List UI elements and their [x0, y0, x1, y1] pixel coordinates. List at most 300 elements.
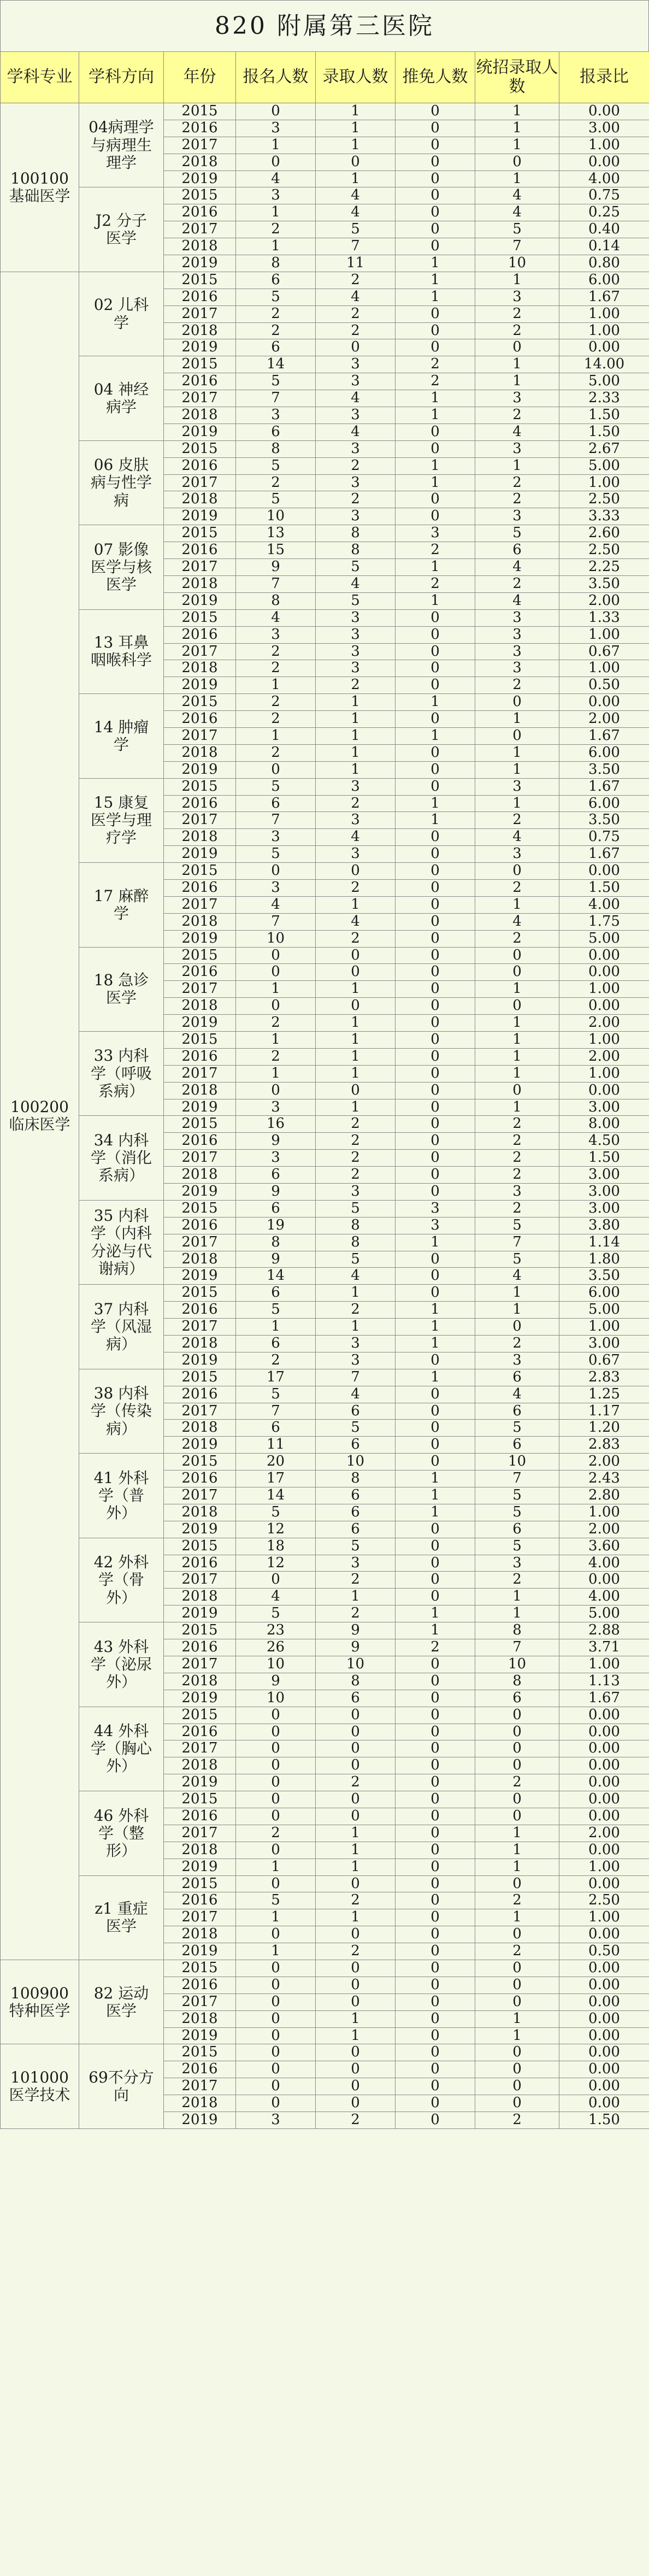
cell-applicants: 2 [236, 643, 316, 660]
cell-exempt: 0 [396, 1842, 475, 1859]
cell-exempt: 3 [396, 525, 475, 542]
cell-general-admitted: 2 [475, 930, 559, 947]
cell-applicants: 1 [236, 1065, 316, 1082]
cell-year: 2016 [164, 289, 236, 305]
cell-general-admitted: 3 [475, 440, 559, 457]
cell-exempt: 1 [396, 255, 475, 272]
cell-year: 2017 [164, 643, 236, 660]
cell-applicants: 2 [236, 305, 316, 322]
cell-year: 2019 [164, 761, 236, 778]
cell-applicants: 0 [236, 2010, 316, 2027]
cell-ratio: 1.50 [559, 1150, 649, 1167]
direction-cell: 38 内科 学（传染 病） [79, 1369, 164, 1453]
cell-applicants: 12 [236, 1555, 316, 1572]
cell-year: 2018 [164, 1167, 236, 1184]
cell-year: 2015 [164, 356, 236, 373]
cell-admitted: 2 [316, 1892, 396, 1909]
cell-exempt: 0 [396, 1572, 475, 1589]
cell-applicants: 2 [236, 711, 316, 728]
cell-ratio: 0.00 [559, 694, 649, 711]
cell-exempt: 0 [396, 879, 475, 896]
cell-year: 2015 [164, 609, 236, 626]
cell-admitted: 4 [316, 390, 396, 407]
cell-year: 2016 [164, 1724, 236, 1740]
cell-ratio: 0.50 [559, 677, 649, 694]
cell-year: 2017 [164, 981, 236, 998]
cell-exempt: 0 [396, 2112, 475, 2128]
cell-admitted: 3 [316, 1352, 396, 1369]
cell-general-admitted: 2 [475, 677, 559, 694]
cell-applicants: 0 [236, 2044, 316, 2061]
cell-general-admitted: 1 [475, 103, 559, 120]
cell-applicants: 0 [236, 1740, 316, 1757]
cell-applicants: 3 [236, 1099, 316, 1116]
cell-year: 2019 [164, 1268, 236, 1285]
cell-exempt: 0 [396, 1859, 475, 1875]
cell-general-admitted: 1 [475, 761, 559, 778]
cell-general-admitted: 2 [475, 1133, 559, 1150]
cell-applicants: 5 [236, 289, 316, 305]
cell-applicants: 20 [236, 1454, 316, 1471]
cell-admitted: 1 [316, 981, 396, 998]
cell-year: 2015 [164, 1454, 236, 1471]
cell-year: 2019 [164, 508, 236, 525]
cell-year: 2018 [164, 829, 236, 846]
cell-general-admitted: 1 [475, 137, 559, 154]
cell-admitted: 2 [316, 930, 396, 947]
cell-admitted: 0 [316, 964, 396, 981]
cell-general-admitted: 1 [475, 1605, 559, 1622]
cell-ratio: 3.50 [559, 1268, 649, 1285]
cell-applicants: 0 [236, 947, 316, 964]
cell-year: 2019 [164, 170, 236, 187]
cell-applicants: 3 [236, 407, 316, 424]
cell-applicants: 1 [236, 981, 316, 998]
cell-admitted: 10 [316, 1656, 396, 1673]
table-row [1, 440, 649, 457]
cell-applicants: 7 [236, 812, 316, 829]
cell-exempt: 0 [396, 238, 475, 255]
cell-year: 2018 [164, 913, 236, 930]
cell-year: 2018 [164, 1926, 236, 1943]
cell-year: 2019 [164, 1774, 236, 1791]
cell-exempt: 2 [396, 356, 475, 373]
cell-admitted: 1 [316, 1065, 396, 1082]
cell-general-admitted: 0 [475, 1926, 559, 1943]
cell-exempt: 0 [396, 322, 475, 339]
cell-admitted: 8 [316, 1234, 396, 1251]
cell-general-admitted: 6 [475, 1403, 559, 1420]
cell-general-admitted: 1 [475, 1048, 559, 1065]
table-row [1, 1707, 649, 1724]
table-row [1, 1116, 649, 1133]
table-row [1, 1622, 649, 1639]
cell-year: 2016 [164, 1048, 236, 1065]
cell-exempt: 0 [396, 1184, 475, 1201]
cell-admitted: 1 [316, 1825, 396, 1842]
cell-exempt: 1 [396, 1487, 475, 1504]
cell-exempt: 0 [396, 761, 475, 778]
cell-exempt: 1 [396, 272, 475, 289]
cell-general-admitted: 1 [475, 1065, 559, 1082]
cell-year: 2019 [164, 1690, 236, 1707]
cell-ratio: 1.14 [559, 1234, 649, 1251]
cell-ratio: 1.50 [559, 424, 649, 440]
cell-year: 2017 [164, 221, 236, 238]
direction-cell: 18 急诊 医学 [79, 947, 164, 1031]
cell-ratio: 0.00 [559, 1791, 649, 1808]
cell-applicants: 5 [236, 1386, 316, 1403]
cell-applicants: 0 [236, 1926, 316, 1943]
cell-ratio: 3.00 [559, 120, 649, 137]
cell-ratio: 1.50 [559, 2112, 649, 2128]
cell-year: 2019 [164, 846, 236, 863]
cell-applicants: 1 [236, 238, 316, 255]
cell-ratio: 3.50 [559, 761, 649, 778]
cell-exempt: 1 [396, 390, 475, 407]
cell-admitted: 1 [316, 120, 396, 137]
cell-year: 2016 [164, 1302, 236, 1319]
cell-applicants: 6 [236, 1336, 316, 1352]
cell-general-admitted: 1 [475, 373, 559, 390]
cell-year: 2018 [164, 744, 236, 761]
cell-year: 2019 [164, 1015, 236, 1032]
cell-applicants: 5 [236, 373, 316, 390]
cell-general-admitted: 8 [475, 1622, 559, 1639]
cell-general-admitted: 0 [475, 964, 559, 981]
cell-year: 2019 [164, 1184, 236, 1201]
cell-ratio: 1.67 [559, 778, 649, 795]
cell-exempt: 1 [396, 1319, 475, 1336]
cell-year: 2019 [164, 677, 236, 694]
cell-general-admitted: 2 [475, 1116, 559, 1133]
cell-general-admitted: 4 [475, 592, 559, 609]
cell-exempt: 0 [396, 930, 475, 947]
cell-applicants: 8 [236, 255, 316, 272]
cell-applicants: 7 [236, 390, 316, 407]
cell-admitted: 1 [316, 2010, 396, 2027]
cell-applicants: 9 [236, 559, 316, 576]
cell-ratio: 2.33 [559, 390, 649, 407]
cell-exempt: 1 [396, 1336, 475, 1352]
cell-year: 2015 [164, 272, 236, 289]
cell-ratio: 0.00 [559, 1993, 649, 2010]
cell-general-admitted: 1 [475, 1015, 559, 1032]
cell-applicants: 0 [236, 1572, 316, 1589]
cell-admitted: 2 [316, 491, 396, 508]
cell-admitted: 4 [316, 829, 396, 846]
cell-general-admitted: 2 [475, 1200, 559, 1217]
cell-ratio: 1.00 [559, 1656, 649, 1673]
cell-admitted: 1 [316, 694, 396, 711]
cell-admitted: 1 [316, 1589, 396, 1605]
cell-exempt: 0 [396, 1791, 475, 1808]
cell-general-admitted: 0 [475, 1808, 559, 1825]
cell-ratio: 0.00 [559, 1842, 649, 1859]
cell-exempt: 0 [396, 2044, 475, 2061]
direction-cell: z1 重症 医学 [79, 1875, 164, 1960]
direction-cell: 17 麻醉 学 [79, 863, 164, 947]
table-row [1, 778, 649, 795]
cell-general-admitted: 1 [475, 1842, 559, 1859]
cell-admitted: 5 [316, 1420, 396, 1437]
header-exempt: 推免人数 [396, 52, 475, 103]
cell-exempt: 0 [396, 711, 475, 728]
cell-applicants: 9 [236, 1184, 316, 1201]
cell-year: 2015 [164, 1707, 236, 1724]
cell-general-admitted: 3 [475, 508, 559, 525]
cell-admitted: 0 [316, 1977, 396, 1993]
cell-ratio: 1.75 [559, 913, 649, 930]
cell-general-admitted: 4 [475, 424, 559, 440]
cell-general-admitted: 0 [475, 947, 559, 964]
cell-applicants: 0 [236, 1960, 316, 1977]
cell-general-admitted: 0 [475, 694, 559, 711]
cell-ratio: 0.00 [559, 2061, 649, 2078]
cell-year: 2015 [164, 103, 236, 120]
cell-ratio: 2.00 [559, 1825, 649, 1842]
direction-cell: 42 外科 学（骨 外） [79, 1538, 164, 1622]
cell-year: 2019 [164, 592, 236, 609]
cell-general-admitted: 1 [475, 1909, 559, 1926]
cell-admitted: 3 [316, 643, 396, 660]
cell-applicants: 10 [236, 1690, 316, 1707]
cell-admitted: 0 [316, 1808, 396, 1825]
cell-applicants: 14 [236, 1487, 316, 1504]
table-row [1, 1875, 649, 1892]
cell-ratio: 6.00 [559, 1285, 649, 1302]
cell-ratio: 2.67 [559, 440, 649, 457]
cell-year: 2018 [164, 575, 236, 592]
cell-year: 2018 [164, 1842, 236, 1859]
cell-applicants: 6 [236, 339, 316, 356]
cell-exempt: 0 [396, 1403, 475, 1420]
cell-ratio: 1.00 [559, 981, 649, 998]
cell-admitted: 8 [316, 1471, 396, 1487]
cell-year: 2016 [164, 1555, 236, 1572]
cell-exempt: 0 [396, 1892, 475, 1909]
cell-applicants: 3 [236, 829, 316, 846]
cell-applicants: 1 [236, 137, 316, 154]
cell-exempt: 1 [396, 592, 475, 609]
cell-general-admitted: 1 [475, 1825, 559, 1842]
cell-general-admitted: 3 [475, 626, 559, 643]
cell-exempt: 1 [396, 1234, 475, 1251]
cell-year: 2017 [164, 1825, 236, 1842]
cell-ratio: 5.00 [559, 457, 649, 474]
cell-general-admitted: 0 [475, 1960, 559, 1977]
major-cell: 100900 特种医学 [1, 1960, 79, 2044]
cell-ratio: 1.17 [559, 1403, 649, 1420]
cell-ratio: 0.14 [559, 238, 649, 255]
cell-ratio: 3.33 [559, 508, 649, 525]
cell-applicants: 6 [236, 1420, 316, 1437]
cell-exempt: 0 [396, 1454, 475, 1471]
cell-exempt: 1 [396, 1504, 475, 1521]
cell-applicants: 0 [236, 1724, 316, 1740]
cell-year: 2015 [164, 2044, 236, 2061]
cell-general-admitted: 0 [475, 1724, 559, 1740]
cell-admitted: 1 [316, 170, 396, 187]
cell-general-admitted: 3 [475, 1184, 559, 1201]
cell-exempt: 0 [396, 440, 475, 457]
major-cell: 100100 基础医学 [1, 103, 79, 272]
table-row [1, 947, 649, 964]
cell-exempt: 0 [396, 643, 475, 660]
cell-admitted: 1 [316, 761, 396, 778]
cell-general-admitted: 2 [475, 1943, 559, 1960]
cell-general-admitted: 2 [475, 1572, 559, 1589]
cell-ratio: 5.00 [559, 930, 649, 947]
cell-general-admitted: 2 [475, 1336, 559, 1352]
cell-ratio: 2.00 [559, 711, 649, 728]
cell-exempt: 0 [396, 1031, 475, 1048]
cell-admitted: 1 [316, 1285, 396, 1302]
cell-ratio: 2.83 [559, 1437, 649, 1454]
cell-year: 2016 [164, 1217, 236, 1234]
cell-applicants: 26 [236, 1639, 316, 1656]
cell-general-admitted: 5 [475, 221, 559, 238]
cell-admitted: 0 [316, 1724, 396, 1740]
cell-applicants: 17 [236, 1369, 316, 1386]
cell-applicants: 1 [236, 727, 316, 744]
cell-applicants: 16 [236, 1116, 316, 1133]
cell-admitted: 9 [316, 1622, 396, 1639]
cell-applicants: 2 [236, 221, 316, 238]
cell-applicants: 23 [236, 1622, 316, 1639]
cell-general-admitted: 2 [475, 474, 559, 491]
cell-year: 2018 [164, 322, 236, 339]
cell-general-admitted: 3 [475, 1352, 559, 1369]
cell-admitted: 2 [316, 1302, 396, 1319]
cell-ratio: 4.50 [559, 1133, 649, 1150]
cell-admitted: 3 [316, 356, 396, 373]
cell-exempt: 0 [396, 2095, 475, 2112]
direction-cell: 04病理学 与病理生 理学 [79, 103, 164, 187]
cell-general-admitted: 6 [475, 1437, 559, 1454]
cell-year: 2015 [164, 1031, 236, 1048]
cell-ratio: 1.67 [559, 1690, 649, 1707]
cell-admitted: 0 [316, 1875, 396, 1892]
table-row [1, 694, 649, 711]
cell-exempt: 0 [396, 1909, 475, 1926]
cell-year: 2018 [164, 407, 236, 424]
cell-year: 2016 [164, 373, 236, 390]
direction-cell: 04 神经 病学 [79, 356, 164, 440]
cell-year: 2015 [164, 1116, 236, 1133]
cell-applicants: 6 [236, 424, 316, 440]
cell-ratio: 1.00 [559, 474, 649, 491]
cell-year: 2019 [164, 2112, 236, 2128]
cell-ratio: 2.60 [559, 525, 649, 542]
cell-admitted: 5 [316, 1200, 396, 1217]
direction-cell: 02 儿科 学 [79, 272, 164, 356]
cell-year: 2016 [164, 879, 236, 896]
cell-year: 2016 [164, 1133, 236, 1150]
cell-general-admitted: 0 [475, 1993, 559, 2010]
cell-exempt: 0 [396, 964, 475, 981]
cell-applicants: 0 [236, 2078, 316, 2095]
cell-general-admitted: 4 [475, 204, 559, 221]
cell-admitted: 1 [316, 1859, 396, 1875]
cell-general-admitted: 0 [475, 154, 559, 170]
cell-exempt: 0 [396, 1943, 475, 1960]
cell-general-admitted: 0 [475, 2044, 559, 2061]
cell-exempt: 0 [396, 1420, 475, 1437]
cell-general-admitted: 1 [475, 170, 559, 187]
cell-year: 2015 [164, 187, 236, 204]
table-row [1, 272, 649, 289]
cell-general-admitted: 7 [475, 238, 559, 255]
cell-ratio: 0.67 [559, 643, 649, 660]
cell-admitted: 4 [316, 424, 396, 440]
cell-applicants: 5 [236, 491, 316, 508]
cell-year: 2017 [164, 1319, 236, 1336]
cell-general-admitted: 3 [475, 390, 559, 407]
cell-admitted: 2 [316, 1150, 396, 1167]
cell-exempt: 0 [396, 1555, 475, 1572]
cell-ratio: 1.00 [559, 1319, 649, 1336]
cell-applicants: 14 [236, 356, 316, 373]
cell-exempt: 0 [396, 1875, 475, 1892]
table-row [1, 1200, 649, 1217]
cell-general-admitted: 1 [475, 711, 559, 728]
cell-general-admitted: 0 [475, 2078, 559, 2095]
cell-admitted: 3 [316, 846, 396, 863]
cell-admitted: 5 [316, 221, 396, 238]
cell-admitted: 1 [316, 1909, 396, 1926]
cell-year: 2018 [164, 1757, 236, 1774]
table-row [1, 863, 649, 880]
cell-admitted: 8 [316, 1673, 396, 1690]
cell-admitted: 2 [316, 1572, 396, 1589]
direction-cell: 46 外科 学（整 形） [79, 1791, 164, 1875]
cell-admitted: 4 [316, 204, 396, 221]
table-row [1, 1791, 649, 1808]
cell-exempt: 2 [396, 575, 475, 592]
cell-applicants: 1 [236, 1943, 316, 1960]
cell-general-admitted: 0 [475, 1875, 559, 1892]
cell-year: 2017 [164, 896, 236, 913]
cell-general-admitted: 1 [475, 896, 559, 913]
cell-exempt: 3 [396, 1217, 475, 1234]
cell-ratio: 0.00 [559, 1808, 649, 1825]
cell-admitted: 3 [316, 373, 396, 390]
cell-admitted: 5 [316, 1251, 396, 1268]
cell-general-admitted: 5 [475, 1538, 559, 1555]
cell-admitted: 0 [316, 1707, 396, 1724]
cell-applicants: 6 [236, 795, 316, 812]
header-general-admitted: 统招录取人数 [475, 52, 559, 103]
cell-exempt: 1 [396, 289, 475, 305]
cell-ratio: 0.00 [559, 1960, 649, 1977]
cell-general-admitted: 2 [475, 575, 559, 592]
cell-year: 2016 [164, 2061, 236, 2078]
cell-year: 2016 [164, 120, 236, 137]
cell-exempt: 1 [396, 1471, 475, 1487]
cell-year: 2017 [164, 1150, 236, 1167]
direction-cell: 44 外科 学（胸心 外） [79, 1707, 164, 1791]
cell-general-admitted: 1 [475, 1589, 559, 1605]
table-row [1, 1369, 649, 1386]
cell-ratio: 0.00 [559, 2010, 649, 2027]
cell-exempt: 2 [396, 1639, 475, 1656]
cell-admitted: 0 [316, 1993, 396, 2010]
cell-ratio: 0.00 [559, 1707, 649, 1724]
cell-admitted: 3 [316, 474, 396, 491]
cell-year: 2018 [164, 998, 236, 1015]
cell-exempt: 0 [396, 744, 475, 761]
